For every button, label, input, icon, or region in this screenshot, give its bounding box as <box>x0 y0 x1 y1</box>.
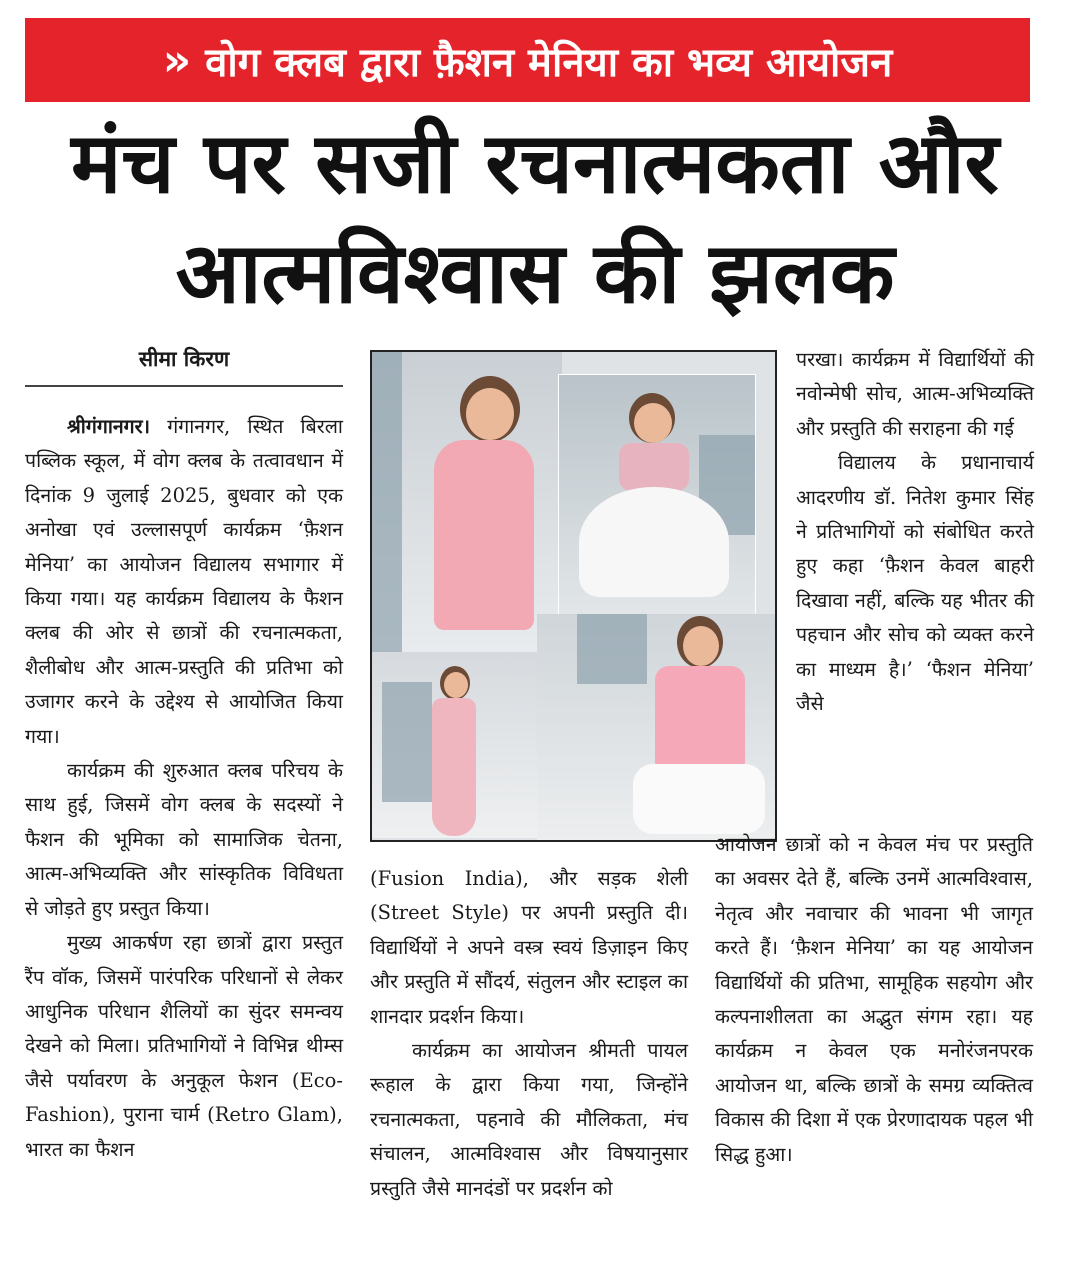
paragraph: मुख्य आकर्षण रहा छात्रों द्वारा प्रस्तुत रैंप वॉक, जिसमें पारंपरिक परिधानों से लेकर आधुनिक परिधान शैलियों का सुंदर समन्वय देखने को मिला। प्रतिभागियों ने विभिन्न थीम्स जैसे पर्यावरण के अनुकूल फेशन (Eco-Fashion), पुराना चार्म (Retro Glam), भारत का फैशन <box>25 931 343 1161</box>
byline: सीमा किरण <box>138 347 230 371</box>
paragraph: परखा। कार्यक्रम में विद्यार्थियों की नवोन्मेषी सोच, आत्म-अभिव्यक्ति और प्रस्तुति की सराहना की गई <box>796 348 1034 440</box>
paragraph: आयोजन छात्रों को न केवल मंच पर प्रस्तुति का अवसर देते हैं, बल्कि उनमें आत्मविश्वास, नेतृत्व और नवाचार की भावना भी जागृत करते हैं। ‘फ़ैशन मेनिया’ का यह आयोजन विद्यार्थियों की प्रतिभा, सामूहिक सहयोग और कल्पनाशीलता का अद्भुत संगम रहा। यह कार्यक्रम न केवल एक मनोरंजनपरक आयोजन था, बल्कि छात्रों के समग्र व्यक्तित्व विकास की दिशा में एक प्रेरणादायक पहल भी सिद्ध हुआ। <box>715 833 1033 1166</box>
paragraph: कार्यक्रम की शुरुआत क्लब परिचय के साथ हुई, जिसमें वोग क्लब के सदस्यों ने फैशन की भूमिका को सामाजिक चेतना, आत्म-अभिव्यक्ति और सांस्कृतिक विविधता से जोड़ते हुए प्रस्तुत किया। <box>25 759 343 920</box>
headline <box>20 108 1050 328</box>
dateline: श्रीगंगानगर। <box>67 415 151 438</box>
article-column-2 <box>370 862 688 1206</box>
headline-line-2: आत्मविश्वास की झलक <box>175 224 895 322</box>
headline-line-1: मंच पर सजी रचनात्मकता और <box>71 114 999 212</box>
article-column-3-top <box>796 343 1034 721</box>
event-photo-collage <box>370 350 777 842</box>
chevron-icon: » <box>162 34 192 86</box>
paragraph: (Fusion India), और सड़क शेली (Street Style) पर अपनी प्रस्तुति दी। विद्यार्थियों ने अपने वस्त्र स्वयं डिज़ाइन किए और प्रस्तुति में सौंदर्य, संतुलन और स्टाइल का शानदार प्रदर्शन किया। <box>370 867 688 1028</box>
article-column-1 <box>25 410 343 1167</box>
section-banner <box>25 18 1030 102</box>
byline-divider <box>25 385 343 387</box>
photo-panel-pink-kurta <box>537 614 775 840</box>
photo-panel-white-tutu <box>558 374 756 616</box>
photo-panel-pink-dress <box>372 352 562 652</box>
paragraph <box>25 410 343 754</box>
photo-panel-gown <box>372 652 542 838</box>
banner-text: वोग क्लब द्वारा फ़ैशन मेनिया का भव्य आयोजन <box>205 39 893 86</box>
paragraph: कार्यक्रम का आयोजन श्रीमती पायल रूहाल के द्वारा किया गया, जिन्होंने रचनात्मकता, पहनावे की मौलिकता, मंच संचालन, आत्मविश्वास और विषयानुसार प्रस्तुति जैसे मानदंडों पर प्रदर्शन को <box>370 1039 688 1200</box>
article-column-3-bottom <box>715 828 1033 1172</box>
paragraph-text: गंगानगर, स्थित बिरला पब्लिक स्कूल, में वोग क्लब के तत्वावधान में दिनांक 9 जुलाई 2025, बुधवार को एक अनोखा एवं उल्लासपूर्ण कार्यक्रम ‘फ़ैशन मेनिया’ का आयोजन विद्यालय सभागार में किया गया। यह कार्यक्रम विद्यालय के फैशन क्लब की ओर से छात्रों की रचनात्मकता, शैलीबोध और आत्म-प्रस्तुति की प्रतिभा को उजागर करने के उद्देश्य से आयोजित किया गया। <box>25 415 343 748</box>
paragraph: विद्यालय के प्रधानाचार्य आदरणीय डॉ. नितेश कुमार सिंह ने प्रतिभागियों को संबोधित करते हुए कहा ‘फ़ैशन केवल बाहरी दिखावा नहीं, बल्कि यह भीतर की पहचान और सोच को व्यक्त करने का माध्यम है।’ ‘फैशन मेनिया’ जैसे <box>796 451 1034 716</box>
